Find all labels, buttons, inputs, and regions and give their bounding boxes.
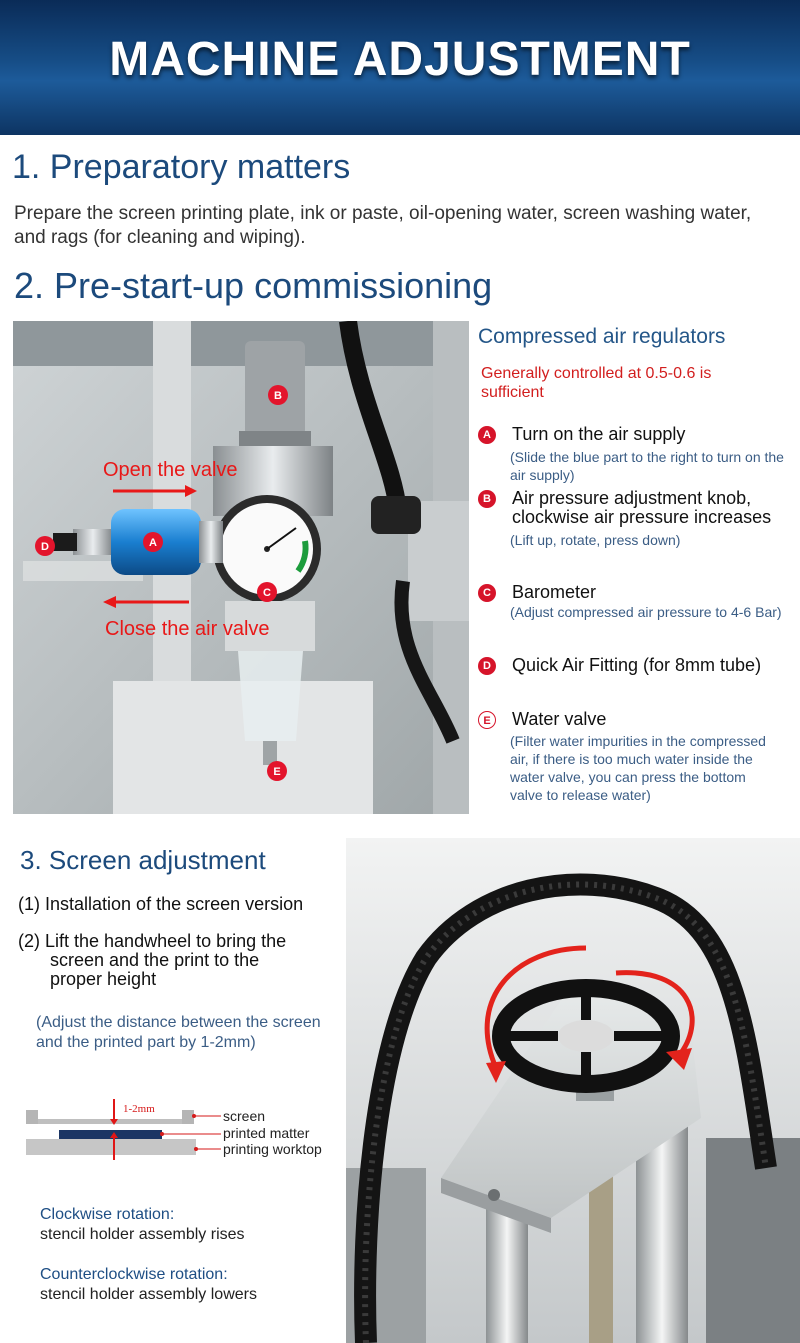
item-c-sub: (Adjust compressed air pressure to 4-6 Bar) <box>510 604 782 620</box>
regulator-item-a <box>478 425 796 484</box>
badge-d: D <box>41 541 49 553</box>
item-b-sub: (Lift up, rotate, press down) <box>510 532 681 548</box>
air-regulator-photo <box>13 321 469 814</box>
badge-d-icon: D <box>478 657 496 675</box>
regulator-item-b <box>478 489 796 549</box>
badge-a-icon: A <box>478 426 496 444</box>
pressure-note: Generally controlled at 0.5-0.6 is sufficient <box>481 365 712 401</box>
regulator-item-e <box>478 710 796 804</box>
label-printed-matter: printed matter <box>223 1125 310 1141</box>
regulator-item-c <box>478 583 796 621</box>
step2-line2: screen and the print to the <box>50 950 260 970</box>
badge-a: A <box>149 537 157 549</box>
item-c-title: Barometer <box>512 582 597 602</box>
step1-text: (1) Installation of the screen version <box>18 894 304 914</box>
badge-c-icon: C <box>478 584 496 602</box>
section1-heading: 1. Preparatory matters <box>12 148 351 186</box>
label-printing-worktop: printing worktop <box>223 1141 322 1157</box>
item-a-sub: (Slide the blue part to the right to turn on the air supply) <box>510 449 784 483</box>
item-a-title: Turn on the air supply <box>512 424 686 444</box>
ccw-title: Counterclockwise rotation: <box>40 1266 228 1283</box>
handwheel-photo <box>346 838 800 1343</box>
badge-b: B <box>274 390 282 402</box>
cw-title: Clockwise rotation: <box>40 1206 175 1223</box>
section1-body: Prepare the screen printing plate, ink or paste, oil-opening water, screen washing water, and rags (for cleaning and wiping). <box>14 203 752 248</box>
label-screen: screen <box>223 1108 266 1124</box>
item-b-title: Air pressure adjustment knob, clockwise air pressure increases <box>512 488 772 527</box>
item-e-title: Water valve <box>512 709 607 729</box>
item-d-title: Quick Air Fitting (for 8mm tube) <box>512 655 762 675</box>
section2-heading: 2. Pre-start-up commissioning <box>14 265 493 306</box>
cw-body: stencil holder assembly rises <box>40 1226 245 1243</box>
section3-heading: 3. Screen adjustment <box>20 845 266 875</box>
step2-text <box>18 932 286 989</box>
badge-e: E <box>273 766 281 778</box>
ccw-body: stencil holder assembly lowers <box>40 1286 257 1303</box>
badge-e-icon: E <box>478 711 496 729</box>
header-banner <box>0 0 800 135</box>
open-valve-label: Open the valve <box>103 459 238 481</box>
adjust-note: (Adjust the distance between the screen and the printed part by 1-2mm) <box>36 1014 321 1051</box>
regulator-panel-title: Compressed air regulators <box>478 325 726 348</box>
close-valve-label: Close the air valve <box>105 618 270 640</box>
step2-line1: (2) Lift the handwheel to bring the <box>18 931 287 951</box>
page-title: MACHINE ADJUSTMENT <box>109 33 691 86</box>
regulator-item-d <box>478 656 796 675</box>
item-e-sub: (Filter water impurities in the compressed air, if there is too much water inside the water valve, you can press the bottom valve to release water) <box>510 733 766 803</box>
step2-line3: proper height <box>50 969 157 989</box>
badge-b-icon: B <box>478 490 496 508</box>
badge-c: C <box>263 587 271 599</box>
gap-label: 1-2mm <box>123 1103 155 1115</box>
